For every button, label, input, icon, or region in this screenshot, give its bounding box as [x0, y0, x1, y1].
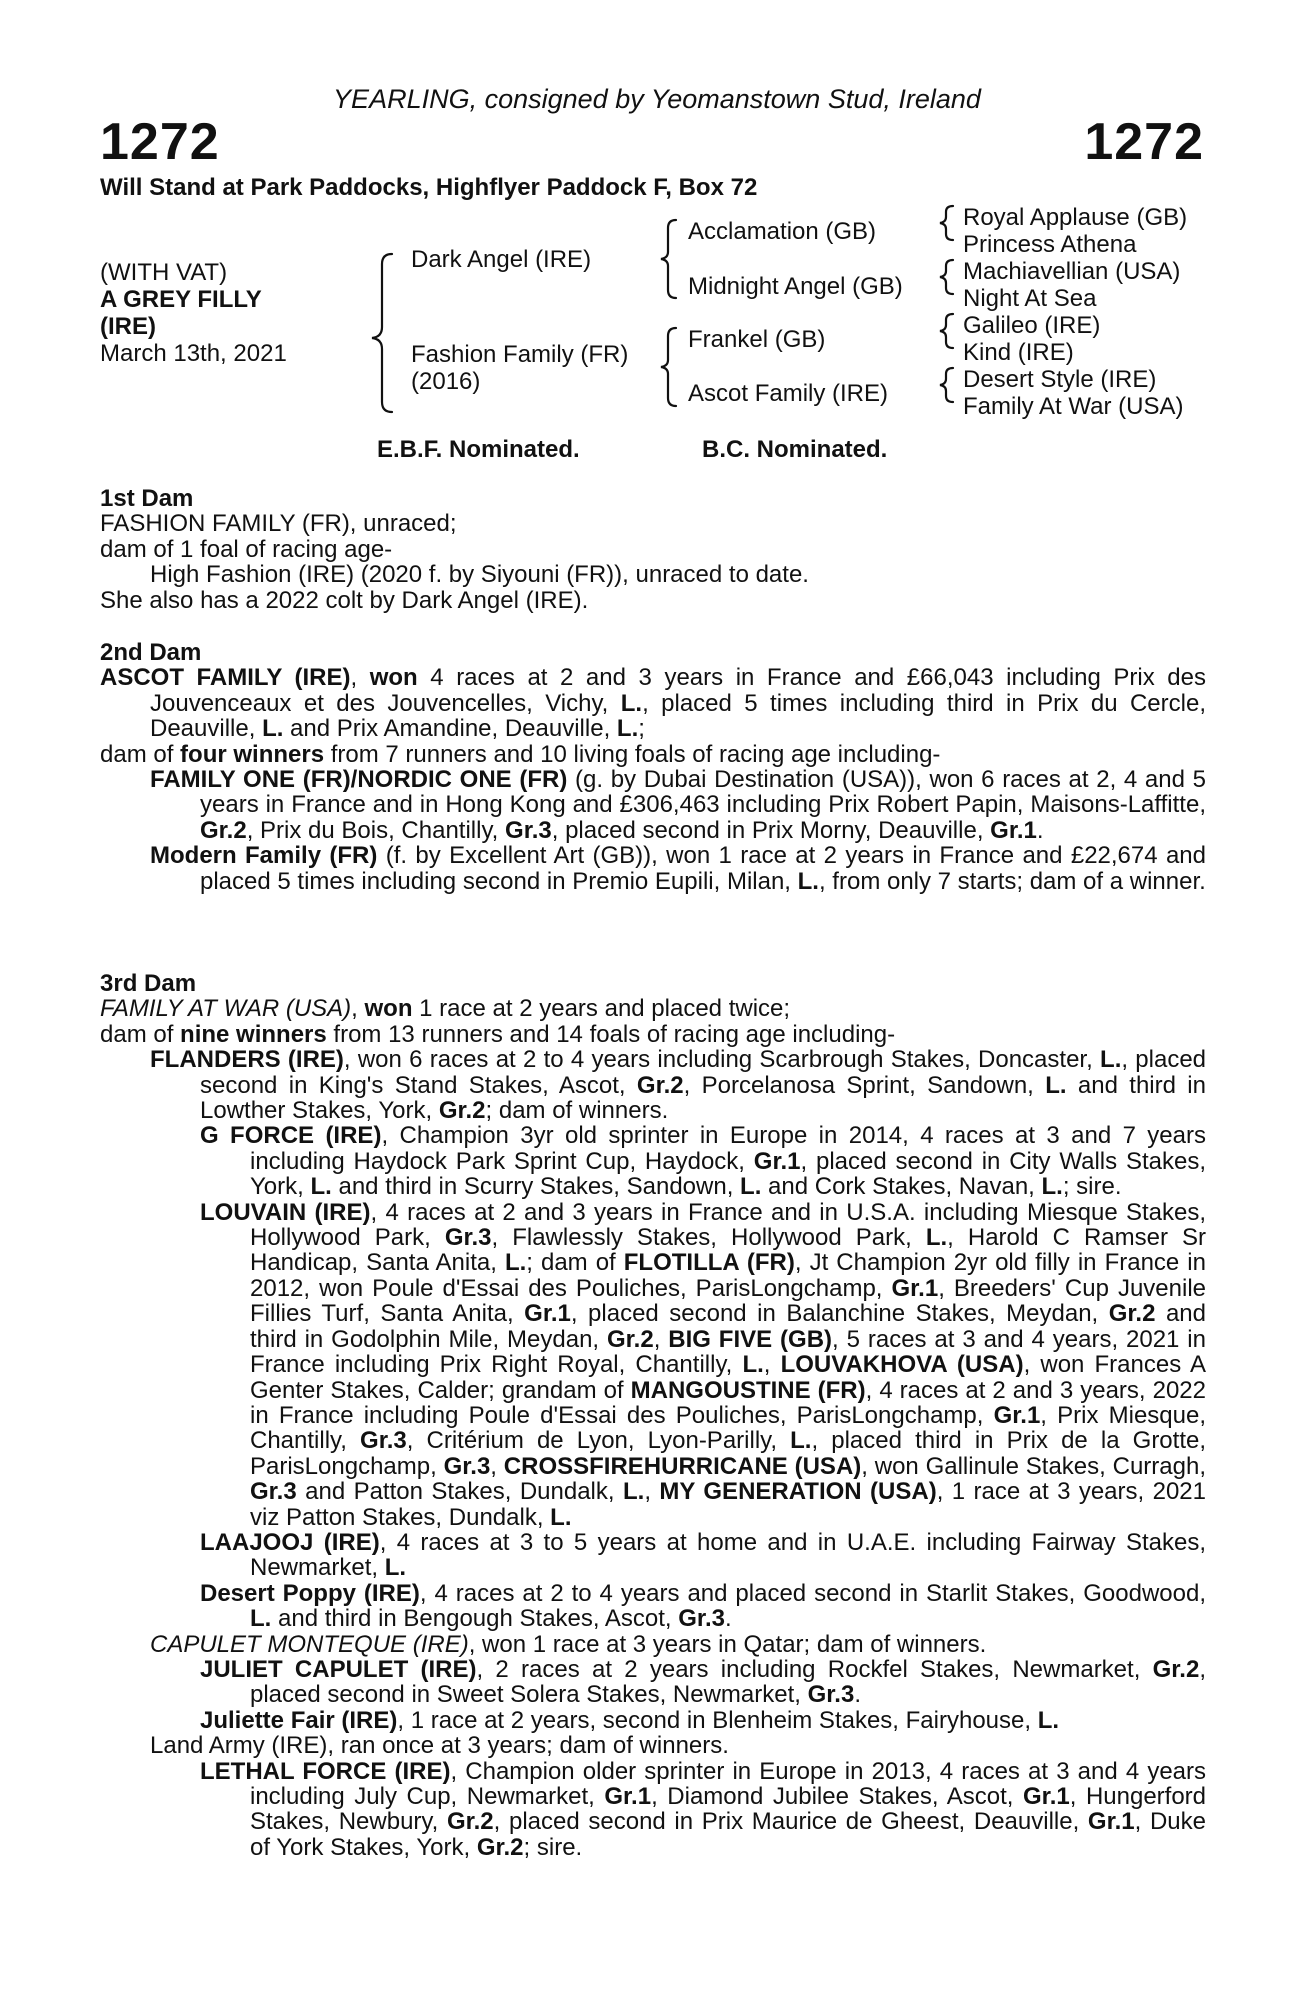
first-dam-note: She also has a 2022 colt by Dark Angel (IRE).	[100, 586, 589, 614]
bracket-gg-3	[940, 314, 953, 348]
bracket-main	[372, 254, 392, 412]
sire-dam: Midnight Angel (GB)	[688, 273, 903, 300]
gg-sire-3: Galileo (IRE)	[963, 312, 1101, 339]
first-dam-line: FASHION FAMILY (FR), unraced;	[100, 510, 457, 538]
gg-dam-4: Family At War (USA)	[963, 393, 1184, 420]
first-dam-produce-intro: dam of 1 foal of racing age-	[100, 535, 393, 563]
bracket-gg-4	[940, 368, 953, 402]
horse-name: LAAJOOJ (IRE)	[200, 1528, 380, 1556]
horse-name-line1: A GREY FILLY	[100, 286, 262, 313]
pedigree-brackets	[0, 0, 1314, 440]
produce-entry: Desert Poppy (IRE), 4 races at 2 to 4 years and placed second in Starlit Stakes, Goodwood, L. and third in Bengough Stakes, Ascot, Gr.3.	[200, 1579, 1207, 1633]
horse-name: JULIET CAPULET (IRE)	[200, 1655, 477, 1683]
second-dam-heading: 2nd Dam	[100, 639, 202, 666]
horse-name: Desert Poppy (IRE)	[200, 1579, 420, 1607]
consignor-line: YEARLING, consigned by Yeomanstown Stud, Ireland	[333, 84, 981, 114]
bracket-gg-1	[940, 206, 953, 240]
won-label: won	[369, 664, 418, 692]
second-dam-section	[100, 640, 1206, 894]
stabling-line: Will Stand at Park Paddocks, Highflyer Paddock F, Box 72	[100, 174, 758, 201]
lot-number-left: 1272	[100, 113, 220, 171]
foaling-date: March 13th, 2021	[100, 340, 287, 367]
first-dam-heading: 1st Dam	[100, 485, 194, 512]
produce-entry: Land Army (IRE), ran once at 3 years; dam of winners.	[150, 1732, 729, 1760]
gg-sire-1: Royal Applause (GB)	[963, 204, 1188, 231]
bc-nomination: B.C. Nominated.	[702, 436, 888, 463]
horse-name: LETHAL FORCE (IRE)	[200, 1757, 451, 1785]
horse-name: FAMILY ONE (FR)/NORDIC ONE (FR)	[150, 766, 568, 794]
gg-dam-2: Night At Sea	[963, 285, 1097, 312]
first-dam-produce: High Fashion (IRE) (2020 f. by Siyouni (FR)), unraced to date.	[150, 561, 809, 589]
horse-name: CAPULET MONTEQUE (IRE)	[150, 1630, 469, 1658]
horse-name: FAMILY AT WAR (USA)	[100, 995, 352, 1023]
ebf-nomination: E.B.F. Nominated.	[377, 436, 580, 463]
dam-dam: Ascot Family (IRE)	[688, 380, 889, 407]
horse-name: G FORCE (IRE)	[200, 1122, 382, 1150]
sire-sire: Acclamation (GB)	[688, 218, 877, 245]
third-dam-heading: 3rd Dam	[100, 970, 197, 997]
lot-number-right: 1272	[1084, 113, 1204, 171]
horse-name: LOUVAIN (IRE)	[200, 1198, 371, 1226]
third-dam-entry: FAMILY AT WAR (USA), won 1 race at 2 years and placed twice;	[100, 995, 791, 1023]
gg-sire-2: Machiavellian (USA)	[963, 258, 1181, 285]
second-dam-entry: ASCOT FAMILY (IRE), won 4 races at 2 and 3 years in France and £66,043 including Prix des Jouvenceaux et des Jouvencelles, Vichy, L., placed 5 times including third in Prix du Cercle, Deauville, L. and Prix Amandine, Deauville, L.;	[100, 664, 1207, 743]
produce-entry: LAAJOOJ (IRE), 4 races at 3 to 5 years at home and in U.A.E. including Fairway Stakes, Newmarket, L.	[200, 1528, 1207, 1582]
horse-name-line2: (IRE)	[100, 313, 156, 340]
dam-sire: Frankel (GB)	[688, 326, 826, 353]
bracket-dam	[661, 328, 676, 406]
gg-dam-3: Kind (IRE)	[963, 339, 1074, 366]
produce-entry: Modern Family (FR) (f. by Excellent Art (GB)), won 1 race at 2 years in France and £22,674 and placed 5 times including second in Premio Eupili, Milan, L., from only 7 starts; dam of a winner.	[150, 842, 1206, 895]
produce-entry: LETHAL FORCE (IRE), Champion older sprinter in Europe in 2013, 4 races at 3 and 4 years including July Cup, Newmarket, Gr.1, Diamond Jubilee Stakes, Ascot, Gr.1, Hungerford Stakes, Newbury, Gr.2, placed second in Prix Maurice de Gheest, Deauville, Gr.1, Duke of York Stakes, York, Gr.2; sire.	[200, 1757, 1207, 1861]
dam-line1: Fashion Family (FR)	[411, 341, 629, 368]
vat-note: (WITH VAT)	[100, 259, 228, 286]
third-dam-produce-intro: dam of nine winners from 13 runners and 14 foals of racing age including-	[100, 1020, 896, 1048]
produce-entry: Juliette Fair (IRE), 1 race at 2 years, second in Blenheim Stakes, Fairyhouse, L.	[200, 1706, 1060, 1734]
produce-entry: JULIET CAPULET (IRE), 2 races at 2 years including Rockfel Stakes, Newmarket, Gr.2, placed second in Sweet Solera Stakes, Newmarket, Gr.3.	[200, 1655, 1206, 1709]
horse-name: ASCOT FAMILY (IRE)	[100, 664, 351, 692]
dam-line2: (2016)	[411, 368, 481, 395]
first-dam-section	[100, 486, 1206, 613]
horse-name: FLANDERS (IRE)	[150, 1046, 344, 1074]
produce-entry: LOUVAIN (IRE), 4 races at 2 and 3 years in France and in U.S.A. including Miesque Stakes, Hollywood Park, Gr.3, Flawlessly Stakes, Hollywood Park, L., Harold C Ramser Sr Handicap, Santa Anita, L.; dam of FLOTILLA (FR), Jt Champion 2yr old filly in France in 2012, won Poule d'Essai des Pouliches, ParisLongchamp, Gr.1, Breeders' Cup Juvenile Fillies Turf, Santa Anita, Gr.1, placed second in Balanchine Stakes, Meydan, Gr.2 and third in Godolphin Mile, Meydan, Gr.2, BIG FIVE (GB), 5 races at 3 and 4 years, 2021 in France including Prix Right Royal, Chantilly, L., LOUVAKHOVA (USA), won Frances A Genter Stakes, Calder; grandam of MANGOUSTINE (FR), 4 races at 2 and 3 years, 2022 in France including Poule d'Essai des Pouliches, ParisLongchamp, Gr.1, Prix Miesque, Chantilly, Gr.3, Critérium de Lyon, Lyon-Parilly, L., placed third in Prix de la Grotte, ParisLongchamp, Gr.3, CROSSFIREHURRICANE (USA), won Gallinule Stakes, Curragh, Gr.3 and Patton Stakes, Dundalk, L., MY GENERATION (USA), 1 race at 3 years, 2021 viz Patton Stakes, Dundalk, L.	[200, 1198, 1207, 1531]
produce-entry: G FORCE (IRE), Champion 3yr old sprinter in Europe in 2014, 4 races at 3 and 7 years including Haydock Park Sprint Cup, Haydock, Gr.1, placed second in City Walls Stakes, York, L. and third in Scurry Stakes, Sandown, L. and Cork Stakes, Navan, L.; sire.	[200, 1122, 1206, 1201]
sire: Dark Angel (IRE)	[411, 246, 592, 273]
horse-name: Modern Family (FR)	[150, 842, 378, 870]
gg-dam-1: Princess Athena	[963, 231, 1137, 258]
gg-sire-4: Desert Style (IRE)	[963, 366, 1157, 393]
second-dam-produce-intro: dam of four winners from 7 runners and 10 living foals of racing age including-	[100, 740, 941, 768]
bracket-gg-2	[940, 260, 953, 294]
bracket-sire	[661, 220, 676, 298]
third-dam-section	[100, 971, 1206, 1860]
horse-name: Juliette Fair (IRE)	[200, 1706, 398, 1734]
produce-entry: CAPULET MONTEQUE (IRE), won 1 race at 3 years in Qatar; dam of winners.	[150, 1630, 987, 1658]
produce-entry: FAMILY ONE (FR)/NORDIC ONE (FR) (g. by Dubai Destination (USA)), won 6 races at 2, 4 and 5 years in France and in Hong Kong and £306,463 including Prix Robert Papin, Maisons-Laffitte, Gr.2, Prix du Bois, Chantilly, Gr.3, placed second in Prix Morny, Deauville, Gr.1.	[150, 766, 1206, 844]
produce-entry: FLANDERS (IRE), won 6 races at 2 to 4 years including Scarbrough Stakes, Doncaster, L., placed second in King's Stand Stakes, Ascot, Gr.2, Porcelanosa Sprint, Sandown, L. and third in Lowther Stakes, York, Gr.2; dam of winners.	[150, 1046, 1207, 1125]
